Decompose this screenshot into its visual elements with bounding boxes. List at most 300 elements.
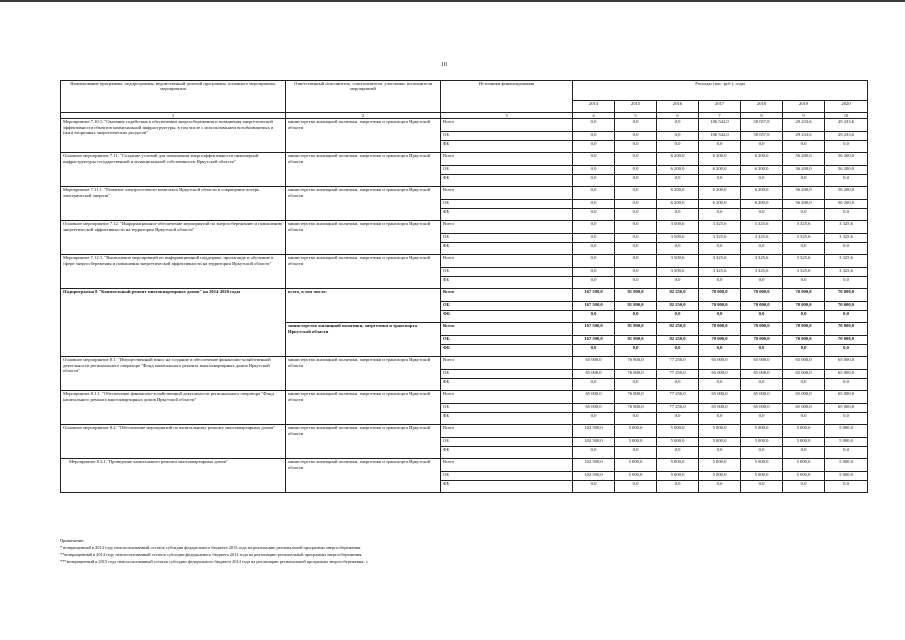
value-cell: 6 200,0 — [741, 200, 783, 209]
value-cell: 56 200,0 — [825, 187, 868, 200]
table-row — [61, 221, 868, 234]
value-cell: 65 000,0 — [573, 391, 615, 404]
value-cell: 167 500,0 — [573, 336, 615, 345]
source-cell: ОБ — [441, 200, 573, 209]
source-cell: Всего — [441, 391, 573, 404]
value-cell: 70 000,0 — [699, 289, 741, 302]
value-cell: 0,0 — [783, 345, 825, 357]
value-cell: 0,0 — [783, 175, 825, 187]
value-cell: 0,0 — [699, 175, 741, 187]
source-cell: Всего — [441, 187, 573, 200]
value-cell: 6 200,0 — [741, 153, 783, 166]
value-cell: 56 200,0 — [783, 153, 825, 166]
value-cell: 0,0 — [741, 447, 783, 459]
value-cell: 0,0 — [699, 277, 741, 289]
value-cell: 6 200,0 — [699, 166, 741, 175]
value-cell: 58 057,8 — [741, 132, 783, 141]
budget-table — [60, 80, 868, 493]
table-row — [61, 391, 868, 404]
value-cell: 65 000,0 — [783, 391, 825, 404]
value-cell: 0,0 — [825, 209, 868, 221]
table-row — [61, 459, 868, 472]
column-number: 1 — [61, 113, 286, 119]
value-cell: 29 233,6 — [783, 119, 825, 132]
value-cell: 0,0 — [699, 447, 741, 459]
executor-cell: министерство жилищной политики, энергетики и транспорта Иркутской области — [286, 391, 441, 425]
source-cell: Всего — [441, 323, 573, 336]
value-cell: 3 325,6 — [825, 221, 868, 234]
executor-cell: министерство жилищной политики, энергетики и транспорта Иркутской области — [286, 119, 441, 153]
value-cell: 77 250,0 — [657, 391, 699, 404]
value-cell: 65 000,0 — [825, 404, 868, 413]
value-cell: 102 500,0 — [573, 438, 615, 447]
value-cell: 5 000,0 — [783, 425, 825, 438]
note-line: * возвращенный в 2014 году неиспользованный остаток субсидии федерального бюджета 2013 года на реализацию региональной программы энергосбережения. — [60, 545, 362, 550]
page-number: 10 — [441, 62, 447, 68]
source-cell: Всего — [441, 153, 573, 166]
source-cell: ФБ — [441, 447, 573, 459]
item-name-cell: Подпрограмма 8 "Капитальный ремонт многоквартирных домов" на 2014-2020 годы — [61, 289, 286, 357]
value-cell: 0,0 — [615, 255, 657, 268]
table-row — [61, 255, 868, 268]
value-cell: 0,0 — [573, 132, 615, 141]
value-cell: 0,0 — [825, 311, 868, 323]
value-cell: 0,0 — [573, 153, 615, 166]
value-cell: 0,0 — [783, 209, 825, 221]
value-cell: 0,0 — [741, 311, 783, 323]
value-cell: 0,0 — [573, 209, 615, 221]
value-cell: 0,0 — [657, 175, 699, 187]
value-cell: 0,0 — [783, 141, 825, 153]
value-cell: 77 250,0 — [657, 357, 699, 370]
header-year: 2017 — [699, 101, 741, 113]
value-cell: 3 325,6 — [741, 255, 783, 268]
value-cell: 0,0 — [615, 311, 657, 323]
table-row — [61, 289, 868, 302]
value-cell: 0,0 — [573, 481, 615, 493]
value-cell: 0,0 — [573, 234, 615, 243]
value-cell: 29 233,6 — [825, 132, 868, 141]
table-body — [61, 119, 868, 493]
value-cell: 0,0 — [783, 311, 825, 323]
item-name-cell: Мероприятие 7.10.1. "Оказание содействия в обеспечении энергосбережения и повышения энергетической эффективности объектов коммунальной инфраструктуры, в том числе с использованием возобновляемых и (или) вторичных энергетических ресурсов" — [61, 119, 286, 153]
value-cell: 65 000,0 — [699, 357, 741, 370]
value-cell: 106 542,0 — [699, 132, 741, 141]
value-cell: 6 200,0 — [657, 153, 699, 166]
value-cell: 0,0 — [573, 187, 615, 200]
value-cell: 0,0 — [657, 345, 699, 357]
value-cell: 0,0 — [615, 153, 657, 166]
value-cell: 70 000,0 — [741, 289, 783, 302]
value-cell: 0,0 — [783, 243, 825, 255]
value-cell: 5 000,0 — [783, 472, 825, 481]
executor-cell: министерство жилищной политики, энергетики и транспорта Иркутской области — [286, 153, 441, 187]
header-costs: Расходы (тыс. руб.), годы — [573, 81, 868, 101]
value-cell: 70 000,0 — [783, 289, 825, 302]
value-cell: 3 325,6 — [783, 234, 825, 243]
item-name-cell: Основное мероприятие 7.11. "Создание условий для повышения энергоэффективности инженерной инфраструктуры государственной и муниципальной собственности Иркутской области" — [61, 153, 286, 187]
value-cell: 70 000,0 — [825, 323, 868, 336]
value-cell: 3 325,6 — [825, 268, 868, 277]
value-cell: 5 000,0 — [741, 425, 783, 438]
value-cell: 5 000,0 — [699, 459, 741, 472]
value-cell: 0,0 — [573, 277, 615, 289]
value-cell: 5 000,0 — [657, 459, 699, 472]
value-cell: 0,0 — [573, 243, 615, 255]
value-cell: 0,0 — [699, 413, 741, 425]
source-cell: ОБ — [441, 234, 573, 243]
value-cell: 0,0 — [825, 481, 868, 493]
value-cell: 0,0 — [657, 277, 699, 289]
value-cell: 65 000,0 — [825, 370, 868, 379]
source-cell: ОБ — [441, 268, 573, 277]
value-cell: 65 000,0 — [699, 391, 741, 404]
value-cell: 70 000,0 — [783, 302, 825, 311]
value-cell: 0,0 — [825, 413, 868, 425]
value-cell: 0,0 — [783, 379, 825, 391]
value-cell: 70 000,0 — [825, 302, 868, 311]
table-row — [61, 425, 868, 438]
source-cell: ФБ — [441, 311, 573, 323]
value-cell: 5 000,0 — [657, 438, 699, 447]
executor-cell: министерство жилищной политики, энергетики и транспорта Иркутской области — [286, 221, 441, 255]
value-cell: 0,0 — [573, 311, 615, 323]
item-name-cell: Мероприятие 8.1.1. "Обеспечение финансово-хозяйственной деятельности регионального оператора "Фонд капитального ремонта многоквартирных домов Иркутской области" — [61, 391, 286, 425]
value-cell: 5 000,0 — [825, 459, 868, 472]
executor-cell: всего, в том числе: — [286, 289, 441, 323]
value-cell: 5 000,0 — [699, 438, 741, 447]
header-year: 2016 — [657, 101, 699, 113]
source-cell: ФБ — [441, 243, 573, 255]
value-cell: 6 200,0 — [657, 200, 699, 209]
value-cell: 0,0 — [615, 209, 657, 221]
source-cell: ФБ — [441, 413, 573, 425]
value-cell: 0,0 — [699, 243, 741, 255]
value-cell: 5 000,0 — [699, 472, 741, 481]
header-year: 2014 — [573, 101, 615, 113]
item-name-cell: Мероприятие 7.11.1. "Развитие электросетевого комплекса Иркутской области и сокращение потерь электрической энергии" — [61, 187, 286, 221]
value-cell: 65 000,0 — [783, 404, 825, 413]
table-row — [61, 187, 868, 200]
source-cell: Всего — [441, 425, 573, 438]
value-cell: 56 200,0 — [783, 200, 825, 209]
source-cell: Всего — [441, 459, 573, 472]
value-cell: 3 325,6 — [741, 268, 783, 277]
value-cell: 6 200,0 — [741, 166, 783, 175]
value-cell: 0,0 — [657, 132, 699, 141]
value-cell: 3 500,6 — [657, 255, 699, 268]
value-cell: 0,0 — [741, 141, 783, 153]
value-cell: 65 000,0 — [573, 404, 615, 413]
value-cell: 82 250,0 — [657, 336, 699, 345]
source-cell: ОБ — [441, 370, 573, 379]
source-cell: ОБ — [441, 404, 573, 413]
column-number: 10 — [825, 113, 868, 119]
top-border-line — [0, 0, 905, 2]
source-cell: Всего — [441, 289, 573, 302]
value-cell: 0,0 — [573, 255, 615, 268]
value-cell: 167 500,0 — [573, 323, 615, 336]
value-cell: 70 000,0 — [699, 323, 741, 336]
header-source: Источники финансирования — [441, 81, 573, 113]
source-cell: Всего — [441, 119, 573, 132]
executor-cell: министерство жилищной политики, энергетики и транспорта Иркутской области — [286, 357, 441, 391]
source-cell: Всего — [441, 357, 573, 370]
value-cell: 3 500,6 — [657, 268, 699, 277]
value-cell: 0,0 — [615, 187, 657, 200]
value-cell: 0,0 — [615, 447, 657, 459]
value-cell: 0,0 — [657, 379, 699, 391]
note-line: **возвращенный в 2014 году неиспользованный остаток субсидии федерального бюджета 2012 года на реализацию региональной программы энергосбережения. — [60, 552, 363, 557]
value-cell: 77 250,0 — [657, 370, 699, 379]
value-cell: 5 000,0 — [825, 438, 868, 447]
value-cell: 0,0 — [615, 221, 657, 234]
item-name-cell: Основное мероприятие 8.1. "Имущественный взнос на создание и обеспечение финансово-хозяйственной деятельности регионального оператора "Фонд капитального ремонта многоквартирных домов Иркутской области" — [61, 357, 286, 391]
value-cell: 0,0 — [825, 277, 868, 289]
value-cell: 0,0 — [741, 277, 783, 289]
value-cell: 0,0 — [825, 141, 868, 153]
executor-cell: министерство жилищной политики, энергетики и транспорта Иркутской области — [286, 425, 441, 459]
value-cell: 0,0 — [615, 243, 657, 255]
value-cell: 6 200,0 — [657, 187, 699, 200]
value-cell: 0,0 — [615, 132, 657, 141]
value-cell: 3 325,6 — [783, 221, 825, 234]
value-cell: 3 325,6 — [699, 221, 741, 234]
source-cell: ФБ — [441, 141, 573, 153]
value-cell: 0,0 — [615, 481, 657, 493]
value-cell: 65 000,0 — [573, 357, 615, 370]
value-cell: 5 000,0 — [825, 472, 868, 481]
value-cell: 5 000,0 — [741, 459, 783, 472]
value-cell: 70 000,0 — [741, 302, 783, 311]
table-row — [61, 357, 868, 370]
item-name-cell: Мероприятие 8.2.1."Проведение капитального ремонта многоквартирных домов" — [61, 459, 286, 493]
value-cell: 3 325,6 — [825, 255, 868, 268]
value-cell: 65 000,0 — [741, 404, 783, 413]
header-year: 2018 — [741, 101, 783, 113]
value-cell: 65 000,0 — [573, 370, 615, 379]
value-cell: 0,0 — [615, 413, 657, 425]
value-cell: 0,0 — [699, 209, 741, 221]
value-cell: 76 800,0 — [615, 404, 657, 413]
value-cell: 0,0 — [741, 243, 783, 255]
value-cell: 0,0 — [783, 481, 825, 493]
source-cell: ОБ — [441, 166, 573, 175]
value-cell: 5 000,0 — [741, 438, 783, 447]
value-cell: 167 500,0 — [573, 289, 615, 302]
value-cell: 76 800,0 — [615, 370, 657, 379]
value-cell: 0,0 — [741, 413, 783, 425]
value-cell: 0,0 — [573, 141, 615, 153]
value-cell: 0,0 — [741, 379, 783, 391]
value-cell: 0,0 — [657, 141, 699, 153]
executor-cell: министерство жилищной политики, энергетики и транспорта Иркутской области — [286, 459, 441, 493]
value-cell: 0,0 — [825, 379, 868, 391]
column-number: 3 — [441, 113, 573, 119]
value-cell: 70 000,0 — [783, 336, 825, 345]
value-cell: 0,0 — [615, 379, 657, 391]
value-cell: 0,0 — [657, 209, 699, 221]
column-number: 7 — [699, 113, 741, 119]
value-cell: 106 542,0 — [699, 119, 741, 132]
executor-cell: министерство жилищной политики, энергетики и транспорта Иркутской области — [286, 187, 441, 221]
value-cell: 0,0 — [657, 119, 699, 132]
value-cell: 0,0 — [615, 277, 657, 289]
value-cell: 56 200,0 — [783, 187, 825, 200]
value-cell: 5 000,0 — [741, 472, 783, 481]
value-cell: 0,0 — [699, 481, 741, 493]
value-cell: 0,0 — [825, 243, 868, 255]
header-year: 2020 — [825, 101, 868, 113]
value-cell: 0,0 — [699, 379, 741, 391]
value-cell: 0,0 — [573, 221, 615, 234]
value-cell: 70 000,0 — [699, 302, 741, 311]
executor-cell: министерство жилищной политики, энергетики и транспорта Иркутской области — [286, 255, 441, 289]
value-cell: 82 250,0 — [657, 323, 699, 336]
value-cell: 0,0 — [699, 311, 741, 323]
source-cell: ФБ — [441, 481, 573, 493]
value-cell: 0,0 — [783, 277, 825, 289]
value-cell: 0,0 — [825, 345, 868, 357]
value-cell: 70 000,0 — [699, 336, 741, 345]
value-cell: 6 200,0 — [699, 153, 741, 166]
column-number: 8 — [741, 113, 783, 119]
value-cell: 5 000,0 — [615, 472, 657, 481]
value-cell: 0,0 — [699, 141, 741, 153]
value-cell: 3 325,6 — [699, 268, 741, 277]
source-cell: ОБ — [441, 132, 573, 141]
header-name: Наименование программы, подпрограммы, ведомственной целевой программы, основного мероприятия, мероприятия — [61, 81, 286, 113]
source-cell: ФБ — [441, 345, 573, 357]
value-cell: 0,0 — [615, 141, 657, 153]
value-cell: 65 000,0 — [825, 391, 868, 404]
table-row — [61, 119, 868, 132]
value-cell: 3 500,6 — [657, 234, 699, 243]
value-cell: 6 200,0 — [657, 166, 699, 175]
value-cell: 70 000,0 — [825, 289, 868, 302]
value-cell: 29 233,6 — [783, 132, 825, 141]
value-cell: 0,0 — [573, 200, 615, 209]
header-executor: Ответственный исполнитель, соисполнители, участники, исполнители мероприятий — [286, 81, 441, 113]
value-cell: 0,0 — [615, 119, 657, 132]
source-cell: Всего — [441, 255, 573, 268]
value-cell: 82 250,0 — [657, 302, 699, 311]
value-cell: 102 500,0 — [573, 459, 615, 472]
value-cell: 3 325,6 — [783, 268, 825, 277]
value-cell: 81 800,0 — [615, 336, 657, 345]
value-cell: 0,0 — [573, 119, 615, 132]
value-cell: 0,0 — [741, 175, 783, 187]
value-cell: 0,0 — [615, 234, 657, 243]
value-cell: 70 000,0 — [741, 336, 783, 345]
table-row — [61, 153, 868, 166]
value-cell: 0,0 — [741, 209, 783, 221]
value-cell: 6 200,0 — [699, 200, 741, 209]
value-cell: 0,0 — [615, 268, 657, 277]
value-cell: 0,0 — [573, 166, 615, 175]
value-cell: 29 233,6 — [825, 119, 868, 132]
value-cell: 102 500,0 — [573, 472, 615, 481]
value-cell: 0,0 — [615, 175, 657, 187]
value-cell: 3 325,6 — [741, 221, 783, 234]
value-cell: 58 057,8 — [741, 119, 783, 132]
value-cell: 3 325,6 — [699, 234, 741, 243]
value-cell: 76 800,0 — [615, 357, 657, 370]
value-cell: 5 000,0 — [783, 438, 825, 447]
source-cell: ФБ — [441, 209, 573, 221]
value-cell: 0,0 — [573, 175, 615, 187]
value-cell: 77 250,0 — [657, 404, 699, 413]
value-cell: 3 325,6 — [783, 255, 825, 268]
value-cell: 0,0 — [657, 243, 699, 255]
column-number: 5 — [615, 113, 657, 119]
value-cell: 0,0 — [699, 345, 741, 357]
source-cell: ФБ — [441, 175, 573, 187]
value-cell: 6 200,0 — [741, 187, 783, 200]
value-cell: 5 000,0 — [825, 425, 868, 438]
value-cell: 0,0 — [825, 447, 868, 459]
source-cell: ОБ — [441, 438, 573, 447]
value-cell: 56 200,0 — [825, 153, 868, 166]
value-cell: 5 000,0 — [783, 459, 825, 472]
value-cell: 70 000,0 — [783, 323, 825, 336]
column-number: 6 — [657, 113, 699, 119]
value-cell: 5 000,0 — [615, 438, 657, 447]
value-cell: 0,0 — [657, 481, 699, 493]
value-cell: 102 500,0 — [573, 425, 615, 438]
value-cell: 65 000,0 — [699, 370, 741, 379]
value-cell: 0,0 — [657, 413, 699, 425]
source-cell: ФБ — [441, 379, 573, 391]
value-cell: 5 000,0 — [615, 425, 657, 438]
value-cell: 76 800,0 — [615, 391, 657, 404]
value-cell: 0,0 — [573, 379, 615, 391]
value-cell: 56 200,0 — [783, 166, 825, 175]
value-cell: 81 800,0 — [615, 289, 657, 302]
value-cell: 81 800,0 — [615, 302, 657, 311]
column-number: 4 — [573, 113, 615, 119]
value-cell: 65 000,0 — [741, 357, 783, 370]
value-cell: 0,0 — [615, 166, 657, 175]
executor-cell: министерство жилищной политики, энергетики и транспорта Иркутской области — [286, 323, 441, 357]
value-cell: 3 325,6 — [699, 255, 741, 268]
source-cell: ФБ — [441, 277, 573, 289]
value-cell: 56 200,0 — [825, 166, 868, 175]
value-cell: 0,0 — [615, 345, 657, 357]
source-cell: ОБ — [441, 336, 573, 345]
item-name-cell: Основное мероприятие 7.12. "Информационное обеспечение мероприятий по энергосбережению и повышению энергетической эффективности на территории Иркутской области" — [61, 221, 286, 255]
header-year: 2019 — [783, 101, 825, 113]
value-cell: 3 325,6 — [741, 234, 783, 243]
value-cell: 0,0 — [783, 447, 825, 459]
value-cell: 65 000,0 — [825, 357, 868, 370]
value-cell: 70 000,0 — [741, 323, 783, 336]
value-cell: 65 000,0 — [783, 370, 825, 379]
value-cell: 70 000,0 — [825, 336, 868, 345]
value-cell: 0,0 — [615, 200, 657, 209]
value-cell: 5 000,0 — [657, 472, 699, 481]
item-name-cell: Мероприятие 7.12.1. "Выполнение мероприятий по информационной поддержке, пропаганде и обучению в сфере энергосбережения и повышения энергетической эффективности на территории Иркутской области" — [61, 255, 286, 289]
value-cell: 65 000,0 — [741, 391, 783, 404]
note-line: ***возвращенный в 2015 году неиспользованный остаток субсидии федерального бюджета 2014 года на реализацию региональной программы энергосбережения. » — [60, 559, 368, 564]
value-cell: 56 200,0 — [825, 200, 868, 209]
value-cell: 5 000,0 — [615, 459, 657, 472]
value-cell: 0,0 — [573, 345, 615, 357]
value-cell: 3 325,6 — [825, 234, 868, 243]
column-number: 9 — [783, 113, 825, 119]
value-cell: 65 000,0 — [699, 404, 741, 413]
value-cell: 6 200,0 — [699, 187, 741, 200]
